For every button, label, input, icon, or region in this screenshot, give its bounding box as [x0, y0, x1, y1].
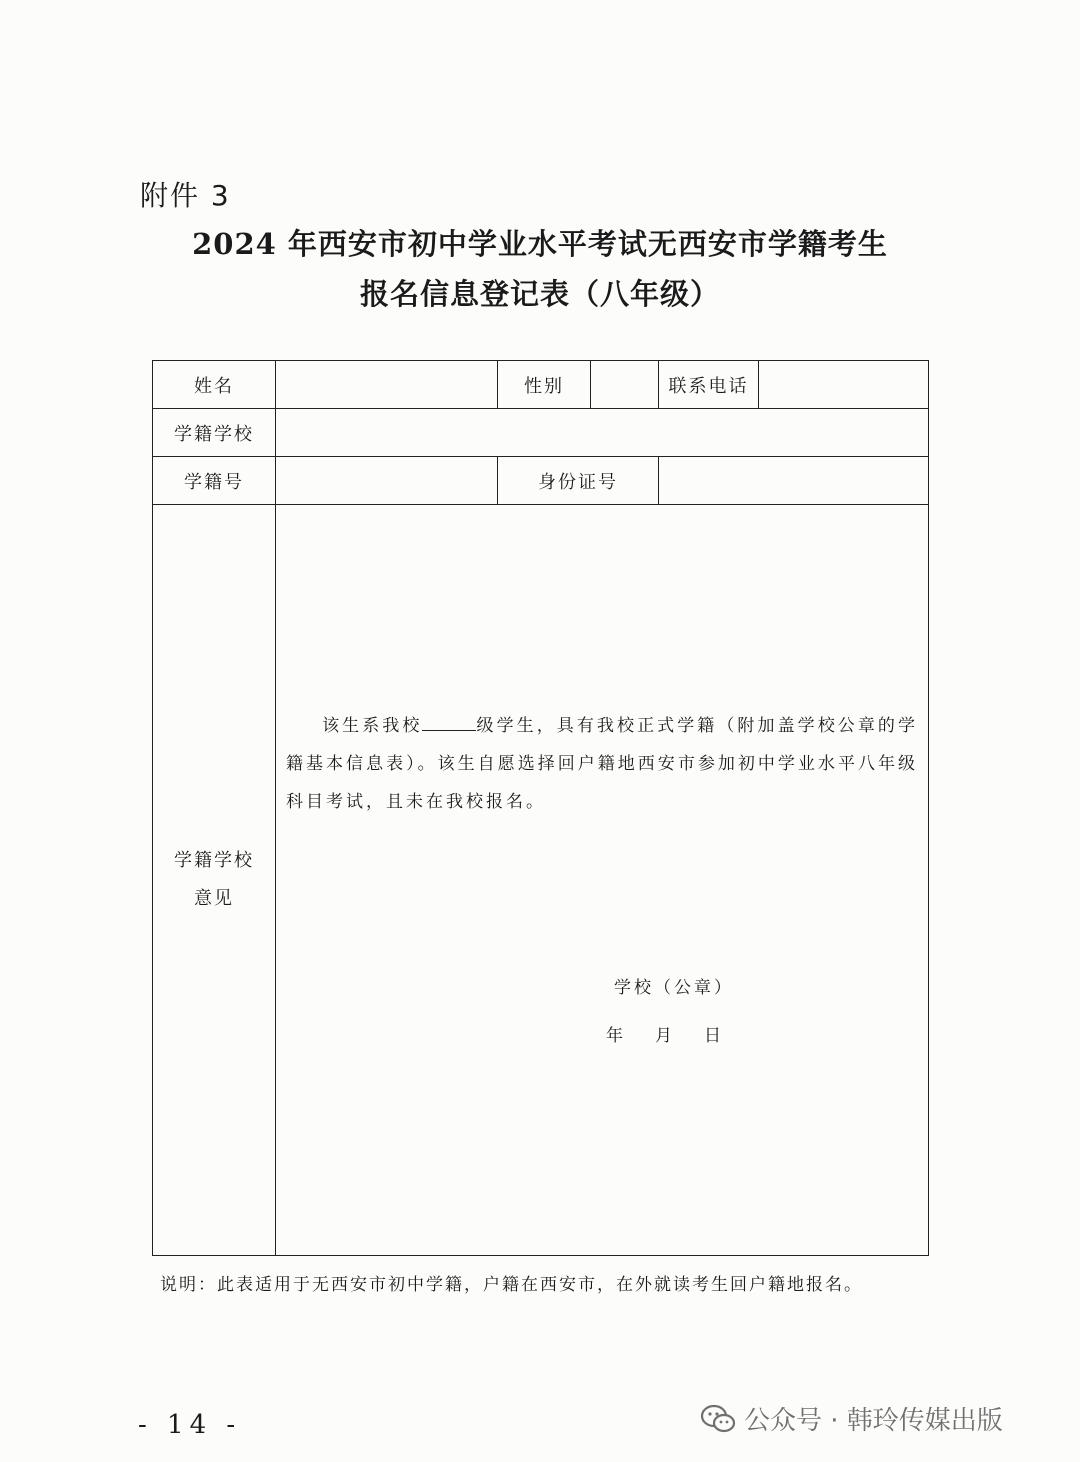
title-line-1: 2024 年西安市初中学业水平考试无西安市学籍考生: [192, 227, 888, 261]
month-label: 月: [655, 1026, 674, 1046]
registration-form: [152, 360, 929, 1256]
school-label: 学籍学校: [153, 409, 276, 457]
page-number: - 14 -: [138, 1410, 242, 1440]
student-no-label: 学籍号: [153, 457, 276, 505]
watermark-text: 公众号 · 韩玲传媒出版: [744, 1406, 1003, 1436]
year-label: 年: [606, 1026, 625, 1046]
phone-field[interactable]: [759, 361, 929, 409]
phone-label: 联系电话: [659, 361, 759, 409]
name-field[interactable]: [276, 361, 498, 409]
form-row-school: [153, 409, 929, 457]
form-note: 说明：此表适用于无西安市初中学籍，户籍在西安市，在外就读考生回户籍地报名。: [160, 1275, 863, 1295]
day-label: 日: [704, 1026, 723, 1046]
name-label: 姓名: [153, 361, 276, 409]
wechat-icon: [700, 1404, 736, 1434]
grade-blank[interactable]: [422, 716, 476, 731]
attachment-label: 附件 3: [140, 179, 231, 212]
school-field[interactable]: [276, 409, 929, 457]
school-stamp-label: 学校（公章）: [614, 978, 734, 998]
opinion-field[interactable]: [276, 505, 929, 1256]
form-row-basic: [153, 361, 929, 409]
form-row-opinion: [153, 505, 929, 1256]
gender-field[interactable]: [591, 361, 659, 409]
date-line: [606, 1021, 753, 1046]
watermark: [700, 1400, 1003, 1437]
id-number-field[interactable]: [659, 457, 929, 505]
statement-part-2: 级学生，具有我校正式学籍（附加盖学校公章的学籍基本信息表）。该生自愿选择回户籍地西安市参加初中学业水平八年级科目考试，且未在我校报名。: [286, 716, 919, 812]
statement-part-1: 该生系我校: [322, 716, 423, 736]
title-line-2: 报名信息登记表（八年级）: [359, 277, 720, 311]
opinion-statement: [286, 707, 918, 821]
id-number-label: 身份证号: [498, 457, 659, 505]
form-row-ids: [153, 457, 929, 505]
opinion-label: [153, 505, 276, 1256]
gender-label: 性别: [498, 361, 591, 409]
opinion-label-line-1: 学籍学校: [174, 850, 254, 871]
opinion-label-line-2: 意见: [194, 888, 234, 909]
student-no-field[interactable]: [276, 457, 498, 505]
